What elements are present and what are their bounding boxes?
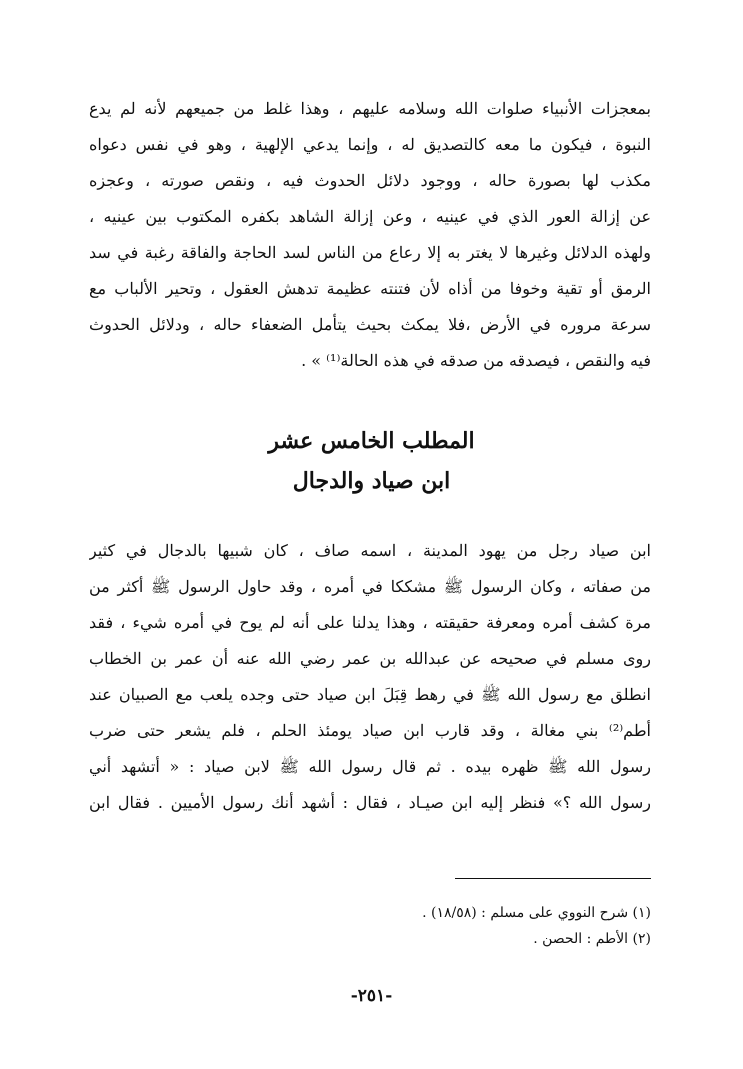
text-line: أطم⁽²⁾ بني مغالة ، وقد قارب ابن صياد يومئذ الحلم ، فلم يشعر حتى ضرب — [89, 721, 651, 740]
footnote-1: (١) شرح النووي على مسلم : (١٨/٥٨) . — [422, 905, 651, 921]
footnote-2: (٢) الأطم : الحصن . — [533, 931, 651, 947]
text-line: ابن صياد رجل من يهود المدينة ، اسمه صاف ، كان شبيها بالدجال في كثير — [89, 541, 651, 560]
text-line: النبوة ، فيكون ما معه كالتصديق له ، وإنما يدعي الإلهية ، وهو في نفس دعواه — [89, 135, 651, 154]
text-line: الرمق أو تقية وخوفا من أذاه لأن فتنته عظيمة تدهش العقول ، وتحير الألباب مع — [89, 279, 651, 298]
text-line: بمعجزات الأنبياء صلوات الله وسلامه عليهم ، وهذا غلط من جميعهم لأنه لم يدع — [89, 99, 651, 118]
section-title: المطلب الخامس عشر — [268, 428, 475, 454]
text-line: من صفاته ، وكان الرسول ﷺ مشككا في أمره ، وقد حاول الرسول ﷺ أكثر من — [89, 577, 651, 596]
page-number: -٢٥١- — [350, 986, 393, 1006]
text-line: ولهذه الدلائل وغيرها لا يغتر به إلا رعاع من الناس لسد الحاجة والفاقة رغبة في سد — [89, 243, 651, 262]
text-line: روى مسلم في صحيحه عن عبدالله بن عمر رضي الله عنه أن عمر بن الخطاب — [89, 649, 651, 668]
text-line: عن إزالة العور الذي في عينيه ، وعن إزالة الشاهد بكفره المكتوب بين عينيه ، — [89, 207, 651, 226]
text-line: سرعة مروره في الأرض ،فلا يمكث بحيث يتأمل الضعفاء حاله ، ودلائل الحدوث — [89, 315, 651, 334]
text-line: رسول الله ؟» فنظر إليه ابن صيـاد ، فقال : أشهد أنك رسول الأميين . فقال ابن — [89, 793, 651, 812]
text-line: انطلق مع رسول الله ﷺ في رهط قِبَلَ ابن صياد حتى وجده يلعب مع الصبيان عند — [89, 685, 651, 704]
text-line: رسول الله ﷺ ظهره بيده . ثم قال رسول الله ﷺ لابن صياد : « أتشهد أني — [89, 757, 651, 776]
section-subtitle: ابن صياد والدجال — [292, 468, 451, 494]
text-line: مكذب لها بصورة حاله ، ووجود دلائل الحدوث فيه ، ونقص صورته ، وعجزه — [89, 171, 651, 190]
footnote-separator — [455, 878, 651, 879]
text-line: مرة كشف أمره ومعرفة حقيقته ، وهذا يدلنا على أنه لم يوح في أمره شيء ، فقد — [89, 613, 651, 632]
text-line: فيه والنقص ، فيصدقه من صدقه في هذه الحالة⁽¹⁾ » . — [301, 351, 651, 370]
